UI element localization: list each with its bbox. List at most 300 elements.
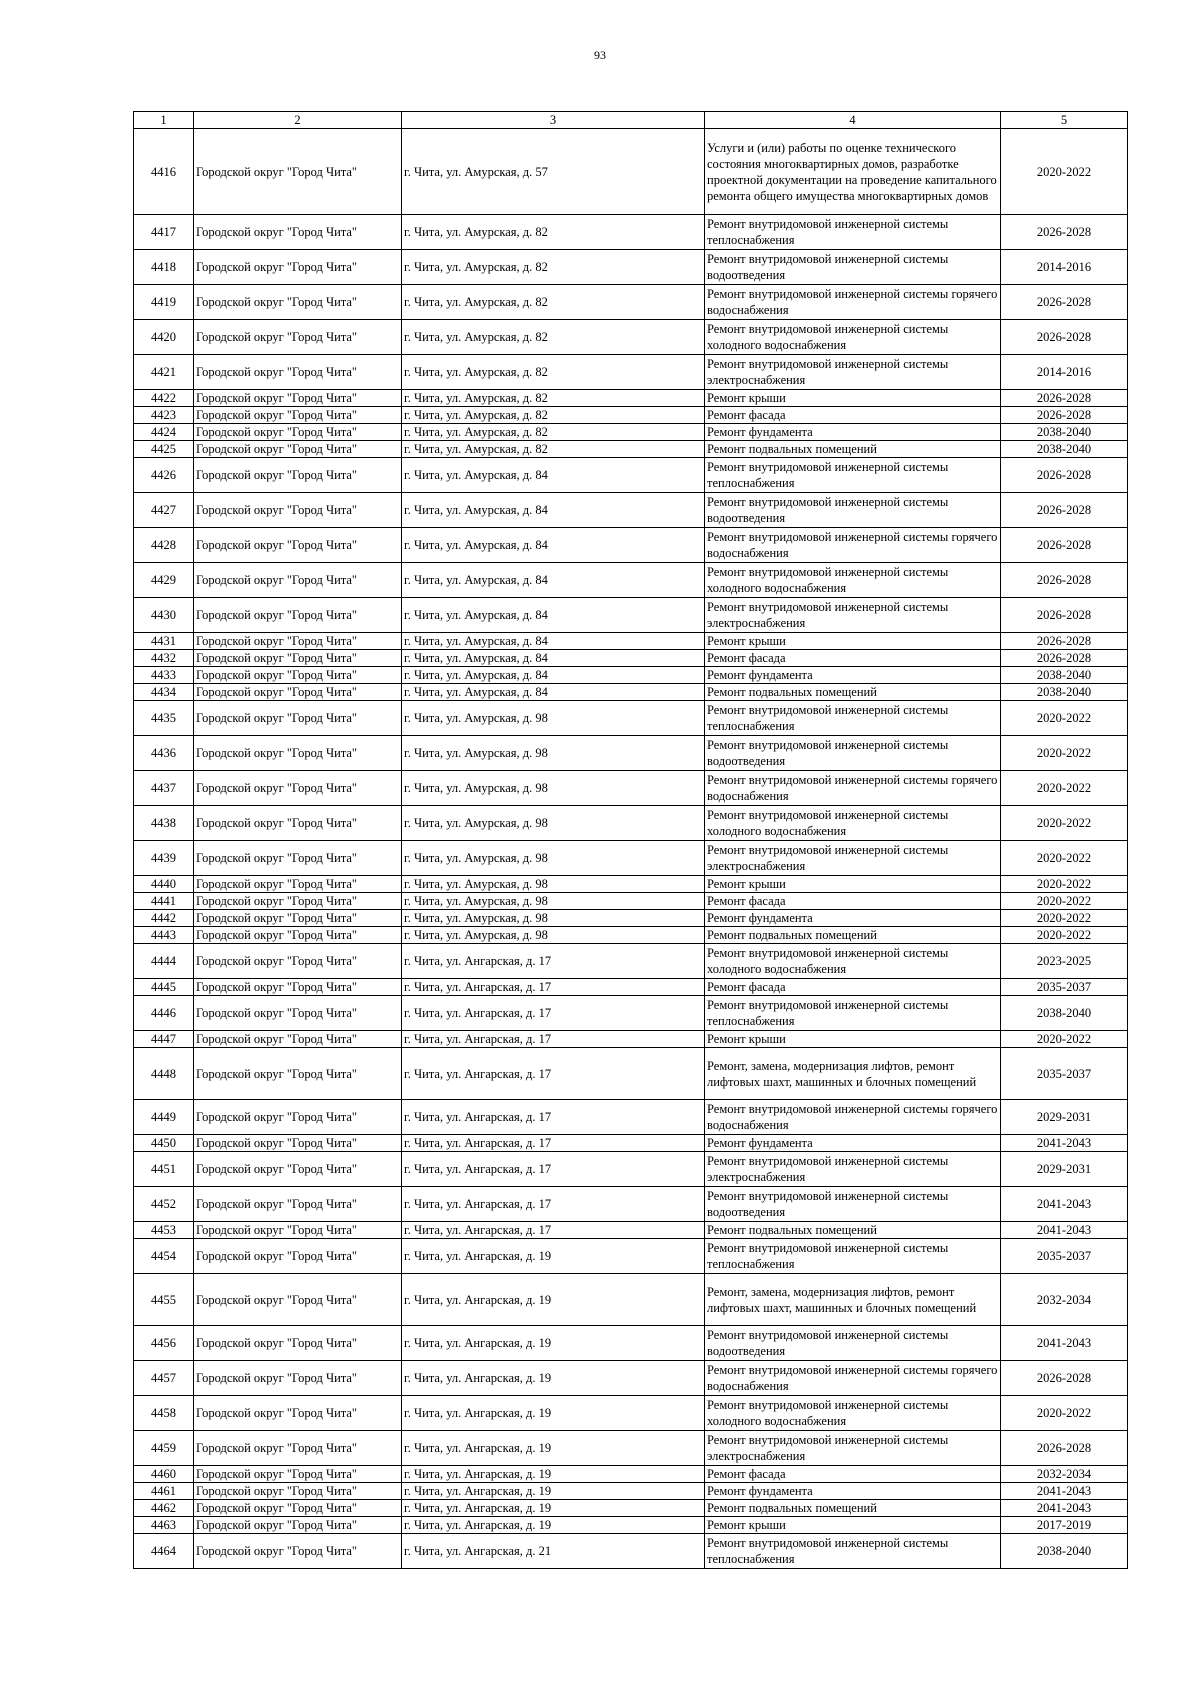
cell-work-type: Ремонт подвальных помещений [705,1222,1001,1239]
cell-address: г. Чита, ул. Амурская, д. 84 [402,458,705,493]
cell-address: г. Чита, ул. Амурская, д. 84 [402,528,705,563]
table-row [134,1222,1128,1239]
cell-row-number: 4452 [134,1187,194,1222]
cell-address: г. Чита, ул. Амурская, д. 84 [402,598,705,633]
cell-municipality: Городской округ "Город Чита" [194,684,402,701]
cell-municipality: Городской округ "Город Чита" [194,1100,402,1135]
cell-row-number: 4463 [134,1517,194,1534]
cell-address: г. Чита, ул. Амурская, д. 82 [402,390,705,407]
table-row [134,1274,1128,1326]
table-row [134,1361,1128,1396]
cell-work-type: Ремонт крыши [705,390,1001,407]
cell-work-type: Ремонт внутридомовой инженерной системы водоотведения [705,736,1001,771]
cell-address: г. Чита, ул. Ангарская, д. 19 [402,1274,705,1326]
cell-period: 2020-2022 [1001,806,1128,841]
capital-repair-table [133,111,1128,1569]
cell-row-number: 4464 [134,1534,194,1569]
cell-period: 2020-2022 [1001,771,1128,806]
cell-municipality: Городской округ "Город Чита" [194,1500,402,1517]
table-row [134,1100,1128,1135]
cell-work-type: Ремонт внутридомовой инженерной системы холодного водоснабжения [705,320,1001,355]
cell-period: 2026-2028 [1001,407,1128,424]
cell-municipality: Городской округ "Город Чита" [194,1326,402,1361]
table-row [134,1031,1128,1048]
cell-row-number: 4419 [134,285,194,320]
table-row [134,1048,1128,1100]
cell-work-type: Ремонт фасада [705,407,1001,424]
cell-period: 2026-2028 [1001,285,1128,320]
cell-period: 2026-2028 [1001,1361,1128,1396]
cell-municipality: Городской округ "Город Чита" [194,701,402,736]
cell-row-number: 4444 [134,944,194,979]
cell-municipality: Городской округ "Город Чита" [194,441,402,458]
cell-work-type: Ремонт крыши [705,1031,1001,1048]
cell-work-type: Ремонт внутридомовой инженерной системы теплоснабжения [705,996,1001,1031]
cell-period: 2026-2028 [1001,493,1128,528]
cell-work-type: Ремонт крыши [705,1517,1001,1534]
cell-work-type: Ремонт внутридомовой инженерной системы электроснабжения [705,1152,1001,1187]
cell-address: г. Чита, ул. Амурская, д. 84 [402,563,705,598]
cell-municipality: Городской округ "Город Чита" [194,633,402,650]
cell-period: 2017-2019 [1001,1517,1128,1534]
cell-period: 2020-2022 [1001,893,1128,910]
table-row [134,876,1128,893]
cell-row-number: 4451 [134,1152,194,1187]
cell-row-number: 4428 [134,528,194,563]
cell-address: г. Чита, ул. Амурская, д. 84 [402,493,705,528]
cell-row-number: 4437 [134,771,194,806]
cell-period: 2032-2034 [1001,1466,1128,1483]
table-row [134,493,1128,528]
header-row [134,112,1128,129]
cell-address: г. Чита, ул. Ангарская, д. 17 [402,1222,705,1239]
table-row [134,633,1128,650]
cell-row-number: 4441 [134,893,194,910]
cell-period: 2026-2028 [1001,563,1128,598]
cell-row-number: 4447 [134,1031,194,1048]
cell-address: г. Чита, ул. Амурская, д. 98 [402,701,705,736]
cell-row-number: 4422 [134,390,194,407]
table-row [134,1326,1128,1361]
cell-period: 2035-2037 [1001,1048,1128,1100]
cell-work-type: Ремонт внутридомовой инженерной системы холодного водоснабжения [705,944,1001,979]
cell-row-number: 4431 [134,633,194,650]
cell-work-type: Ремонт внутридомовой инженерной системы горячего водоснабжения [705,1361,1001,1396]
cell-municipality: Городской округ "Город Чита" [194,493,402,528]
cell-municipality: Городской округ "Город Чита" [194,1431,402,1466]
table-row [134,1517,1128,1534]
table-row [134,407,1128,424]
cell-municipality: Городской округ "Город Чита" [194,667,402,684]
cell-municipality: Городской округ "Город Чита" [194,250,402,285]
cell-work-type: Ремонт фундамента [705,424,1001,441]
table-row [134,1534,1128,1569]
cell-work-type: Ремонт фасада [705,1466,1001,1483]
table-row [134,996,1128,1031]
cell-municipality: Городской округ "Город Чита" [194,650,402,667]
cell-work-type: Ремонт подвальных помещений [705,927,1001,944]
cell-row-number: 4448 [134,1048,194,1100]
cell-address: г. Чита, ул. Ангарская, д. 17 [402,1135,705,1152]
cell-address: г. Чита, ул. Амурская, д. 84 [402,667,705,684]
cell-municipality: Городской округ "Город Чита" [194,1483,402,1500]
cell-period: 2026-2028 [1001,390,1128,407]
cell-work-type: Ремонт, замена, модернизация лифтов, ремонт лифтовых шахт, машинных и блочных помещений [705,1274,1001,1326]
cell-period: 2020-2022 [1001,910,1128,927]
cell-address: г. Чита, ул. Ангарская, д. 17 [402,1152,705,1187]
cell-municipality: Городской округ "Город Чита" [194,458,402,493]
cell-work-type: Ремонт внутридомовой инженерной системы горячего водоснабжения [705,528,1001,563]
cell-work-type: Ремонт фасада [705,979,1001,996]
cell-row-number: 4453 [134,1222,194,1239]
column-header-4: 4 [705,112,1001,129]
cell-period: 2020-2022 [1001,1396,1128,1431]
cell-period: 2038-2040 [1001,1534,1128,1569]
cell-municipality: Городской округ "Город Чита" [194,910,402,927]
table-row [134,528,1128,563]
cell-address: г. Чита, ул. Амурская, д. 84 [402,633,705,650]
cell-work-type: Ремонт внутридомовой инженерной системы водоотведения [705,1326,1001,1361]
cell-municipality: Городской округ "Город Чита" [194,598,402,633]
cell-work-type: Ремонт внутридомовой инженерной системы теплоснабжения [705,458,1001,493]
cell-work-type: Ремонт фасада [705,650,1001,667]
cell-municipality: Городской округ "Город Чита" [194,1396,402,1431]
cell-period: 2026-2028 [1001,320,1128,355]
cell-municipality: Городской округ "Город Чита" [194,771,402,806]
cell-address: г. Чита, ул. Ангарская, д. 17 [402,944,705,979]
column-header-5: 5 [1001,112,1128,129]
cell-period: 2035-2037 [1001,979,1128,996]
cell-row-number: 4458 [134,1396,194,1431]
cell-municipality: Городской округ "Город Чита" [194,1135,402,1152]
cell-period: 2041-2043 [1001,1222,1128,1239]
cell-period: 2038-2040 [1001,667,1128,684]
table-row [134,458,1128,493]
cell-row-number: 4443 [134,927,194,944]
cell-row-number: 4450 [134,1135,194,1152]
cell-address: г. Чита, ул. Амурская, д. 82 [402,215,705,250]
cell-address: г. Чита, ул. Ангарская, д. 21 [402,1534,705,1569]
cell-municipality: Городской округ "Город Чита" [194,927,402,944]
cell-row-number: 4425 [134,441,194,458]
cell-address: г. Чита, ул. Ангарская, д. 17 [402,979,705,996]
cell-row-number: 4423 [134,407,194,424]
cell-address: г. Чита, ул. Ангарская, д. 19 [402,1361,705,1396]
cell-period: 2038-2040 [1001,996,1128,1031]
table-row [134,424,1128,441]
cell-address: г. Чита, ул. Ангарская, д. 19 [402,1500,705,1517]
cell-municipality: Городской округ "Город Чита" [194,893,402,910]
table-row [134,650,1128,667]
cell-row-number: 4435 [134,701,194,736]
column-header-2: 2 [194,112,402,129]
cell-work-type: Ремонт внутридомовой инженерной системы электроснабжения [705,1431,1001,1466]
table-row [134,701,1128,736]
cell-municipality: Городской округ "Город Чита" [194,1517,402,1534]
cell-work-type: Ремонт крыши [705,633,1001,650]
cell-period: 2041-2043 [1001,1326,1128,1361]
cell-municipality: Городской округ "Город Чита" [194,424,402,441]
cell-work-type: Ремонт фундамента [705,667,1001,684]
cell-row-number: 4456 [134,1326,194,1361]
cell-address: г. Чита, ул. Амурская, д. 82 [402,320,705,355]
cell-period: 2020-2022 [1001,701,1128,736]
cell-work-type: Ремонт внутридомовой инженерной системы электроснабжения [705,355,1001,390]
page-number: 93 [594,48,606,62]
cell-work-type: Ремонт внутридомовой инженерной системы горячего водоснабжения [705,771,1001,806]
cell-address: г. Чита, ул. Амурская, д. 82 [402,441,705,458]
cell-work-type: Ремонт подвальных помещений [705,684,1001,701]
cell-row-number: 4462 [134,1500,194,1517]
cell-period: 2026-2028 [1001,633,1128,650]
cell-work-type: Ремонт внутридомовой инженерной системы водоотведения [705,493,1001,528]
cell-address: г. Чита, ул. Ангарская, д. 19 [402,1483,705,1500]
cell-address: г. Чита, ул. Ангарская, д. 19 [402,1517,705,1534]
cell-row-number: 4436 [134,736,194,771]
table-body [134,129,1128,1569]
cell-work-type: Ремонт внутридомовой инженерной системы теплоснабжения [705,1534,1001,1569]
cell-municipality: Городской округ "Город Чита" [194,1239,402,1274]
cell-period: 2038-2040 [1001,684,1128,701]
cell-period: 2020-2022 [1001,927,1128,944]
cell-work-type: Ремонт фундамента [705,1483,1001,1500]
cell-municipality: Городской округ "Город Чита" [194,1222,402,1239]
cell-period: 2020-2022 [1001,876,1128,893]
table-row [134,1187,1128,1222]
cell-period: 2038-2040 [1001,441,1128,458]
table-row [134,841,1128,876]
cell-row-number: 4434 [134,684,194,701]
cell-row-number: 4420 [134,320,194,355]
cell-row-number: 4461 [134,1483,194,1500]
cell-work-type: Ремонт внутридомовой инженерной системы горячего водоснабжения [705,285,1001,320]
cell-municipality: Городской округ "Город Чита" [194,806,402,841]
cell-address: г. Чита, ул. Амурская, д. 57 [402,129,705,215]
cell-row-number: 4417 [134,215,194,250]
table-row [134,1431,1128,1466]
table-row [134,1135,1128,1152]
cell-period: 2020-2022 [1001,129,1128,215]
cell-row-number: 4446 [134,996,194,1031]
table-row [134,390,1128,407]
cell-period: 2029-2031 [1001,1100,1128,1135]
cell-address: г. Чита, ул. Амурская, д. 98 [402,927,705,944]
cell-work-type: Ремонт внутридомовой инженерной системы электроснабжения [705,841,1001,876]
cell-row-number: 4427 [134,493,194,528]
table-row [134,1483,1128,1500]
cell-period: 2020-2022 [1001,1031,1128,1048]
cell-municipality: Городской округ "Город Чита" [194,1031,402,1048]
cell-row-number: 4449 [134,1100,194,1135]
cell-address: г. Чита, ул. Амурская, д. 98 [402,876,705,893]
column-header-1: 1 [134,112,194,129]
cell-municipality: Городской округ "Город Чита" [194,736,402,771]
table-row [134,129,1128,215]
table-row [134,910,1128,927]
cell-period: 2041-2043 [1001,1135,1128,1152]
cell-address: г. Чита, ул. Амурская, д. 84 [402,650,705,667]
cell-period: 2020-2022 [1001,841,1128,876]
cell-work-type: Ремонт внутридомовой инженерной системы электроснабжения [705,598,1001,633]
cell-period: 2026-2028 [1001,650,1128,667]
cell-period: 2020-2022 [1001,736,1128,771]
cell-municipality: Городской округ "Город Чита" [194,1466,402,1483]
cell-period: 2026-2028 [1001,528,1128,563]
table-row [134,927,1128,944]
cell-period: 2041-2043 [1001,1187,1128,1222]
cell-work-type: Ремонт фундамента [705,910,1001,927]
cell-municipality: Городской округ "Город Чита" [194,1534,402,1569]
cell-work-type: Ремонт подвальных помещений [705,441,1001,458]
cell-municipality: Городской округ "Город Чита" [194,876,402,893]
table-row [134,285,1128,320]
cell-period: 2041-2043 [1001,1500,1128,1517]
cell-municipality: Городской округ "Город Чита" [194,996,402,1031]
cell-municipality: Городской округ "Город Чита" [194,390,402,407]
table-row [134,598,1128,633]
cell-address: г. Чита, ул. Ангарская, д. 17 [402,1100,705,1135]
cell-row-number: 4426 [134,458,194,493]
cell-work-type: Ремонт фасада [705,893,1001,910]
cell-work-type: Ремонт внутридомовой инженерной системы холодного водоснабжения [705,563,1001,598]
cell-work-type: Ремонт внутридомовой инженерной системы теплоснабжения [705,701,1001,736]
cell-row-number: 4424 [134,424,194,441]
cell-period: 2026-2028 [1001,598,1128,633]
table-row [134,320,1128,355]
cell-work-type: Ремонт, замена, модернизация лифтов, ремонт лифтовых шахт, машинных и блочных помещений [705,1048,1001,1100]
cell-row-number: 4459 [134,1431,194,1466]
cell-address: г. Чита, ул. Амурская, д. 98 [402,736,705,771]
cell-municipality: Городской округ "Город Чита" [194,129,402,215]
cell-row-number: 4418 [134,250,194,285]
cell-row-number: 4445 [134,979,194,996]
cell-work-type: Ремонт подвальных помещений [705,1500,1001,1517]
cell-period: 2026-2028 [1001,215,1128,250]
table-row [134,250,1128,285]
cell-work-type: Ремонт внутридомовой инженерной системы холодного водоснабжения [705,806,1001,841]
cell-address: г. Чита, ул. Ангарская, д. 17 [402,1187,705,1222]
cell-municipality: Городской округ "Город Чита" [194,320,402,355]
cell-period: 2023-2025 [1001,944,1128,979]
cell-municipality: Городской округ "Город Чита" [194,285,402,320]
cell-row-number: 4430 [134,598,194,633]
cell-address: г. Чита, ул. Амурская, д. 98 [402,771,705,806]
cell-period: 2041-2043 [1001,1483,1128,1500]
cell-address: г. Чита, ул. Амурская, д. 98 [402,841,705,876]
cell-address: г. Чита, ул. Ангарская, д. 17 [402,1048,705,1100]
table-header [134,112,1128,129]
table-row [134,1152,1128,1187]
cell-municipality: Городской округ "Город Чита" [194,355,402,390]
cell-row-number: 4421 [134,355,194,390]
table-row [134,667,1128,684]
cell-address: г. Чита, ул. Амурская, д. 98 [402,893,705,910]
cell-row-number: 4433 [134,667,194,684]
table-row [134,1466,1128,1483]
cell-row-number: 4429 [134,563,194,598]
cell-address: г. Чита, ул. Ангарская, д. 19 [402,1396,705,1431]
cell-row-number: 4457 [134,1361,194,1396]
cell-period: 2029-2031 [1001,1152,1128,1187]
cell-municipality: Городской округ "Город Чита" [194,215,402,250]
table-row [134,1239,1128,1274]
cell-row-number: 4454 [134,1239,194,1274]
cell-row-number: 4455 [134,1274,194,1326]
cell-address: г. Чита, ул. Амурская, д. 82 [402,407,705,424]
cell-municipality: Городской округ "Город Чита" [194,1361,402,1396]
cell-address: г. Чита, ул. Ангарская, д. 19 [402,1239,705,1274]
cell-work-type: Ремонт внутридомовой инженерной системы холодного водоснабжения [705,1396,1001,1431]
table-row [134,944,1128,979]
cell-address: г. Чита, ул. Амурская, д. 82 [402,285,705,320]
cell-row-number: 4460 [134,1466,194,1483]
cell-address: г. Чита, ул. Амурская, д. 82 [402,424,705,441]
table-row [134,355,1128,390]
cell-municipality: Городской округ "Город Чита" [194,407,402,424]
cell-address: г. Чита, ул. Амурская, д. 98 [402,910,705,927]
cell-work-type: Ремонт внутридомовой инженерной системы горячего водоснабжения [705,1100,1001,1135]
cell-address: г. Чита, ул. Ангарская, д. 19 [402,1431,705,1466]
cell-period: 2026-2028 [1001,458,1128,493]
cell-municipality: Городской округ "Город Чита" [194,979,402,996]
cell-row-number: 4442 [134,910,194,927]
cell-municipality: Городской округ "Город Чита" [194,841,402,876]
cell-period: 2014-2016 [1001,355,1128,390]
cell-row-number: 4438 [134,806,194,841]
cell-municipality: Городской округ "Город Чита" [194,528,402,563]
cell-work-type: Ремонт внутридомовой инженерной системы водоотведения [705,1187,1001,1222]
cell-row-number: 4432 [134,650,194,667]
table-row [134,979,1128,996]
cell-work-type: Ремонт внутридомовой инженерной системы теплоснабжения [705,1239,1001,1274]
cell-municipality: Городской округ "Город Чита" [194,563,402,598]
table-row [134,441,1128,458]
cell-address: г. Чита, ул. Амурская, д. 82 [402,250,705,285]
cell-period: 2038-2040 [1001,424,1128,441]
table-row [134,563,1128,598]
table-row [134,806,1128,841]
cell-row-number: 4439 [134,841,194,876]
cell-period: 2014-2016 [1001,250,1128,285]
cell-work-type: Услуги и (или) работы по оценке технического состояния многоквартирных домов, разработке проектной документации на проведение капитального ремонта общего имущества многоквартирных домов [705,129,1001,215]
table-row [134,215,1128,250]
table-row [134,736,1128,771]
cell-row-number: 4440 [134,876,194,893]
cell-address: г. Чита, ул. Ангарская, д. 19 [402,1326,705,1361]
cell-period: 2032-2034 [1001,1274,1128,1326]
column-header-3: 3 [402,112,705,129]
cell-row-number: 4416 [134,129,194,215]
cell-work-type: Ремонт внутридомовой инженерной системы теплоснабжения [705,215,1001,250]
table-row [134,1500,1128,1517]
cell-period: 2026-2028 [1001,1431,1128,1466]
table-row [134,684,1128,701]
cell-municipality: Городской округ "Город Чита" [194,944,402,979]
cell-address: г. Чита, ул. Амурская, д. 84 [402,684,705,701]
cell-work-type: Ремонт крыши [705,876,1001,893]
cell-address: г. Чита, ул. Амурская, д. 82 [402,355,705,390]
cell-municipality: Городской округ "Город Чита" [194,1048,402,1100]
cell-address: г. Чита, ул. Ангарская, д. 17 [402,1031,705,1048]
cell-address: г. Чита, ул. Амурская, д. 98 [402,806,705,841]
cell-work-type: Ремонт фундамента [705,1135,1001,1152]
cell-municipality: Городской округ "Город Чита" [194,1152,402,1187]
table-row [134,1396,1128,1431]
cell-period: 2035-2037 [1001,1239,1128,1274]
cell-municipality: Городской округ "Город Чита" [194,1274,402,1326]
cell-work-type: Ремонт внутридомовой инженерной системы водоотведения [705,250,1001,285]
table-row [134,893,1128,910]
